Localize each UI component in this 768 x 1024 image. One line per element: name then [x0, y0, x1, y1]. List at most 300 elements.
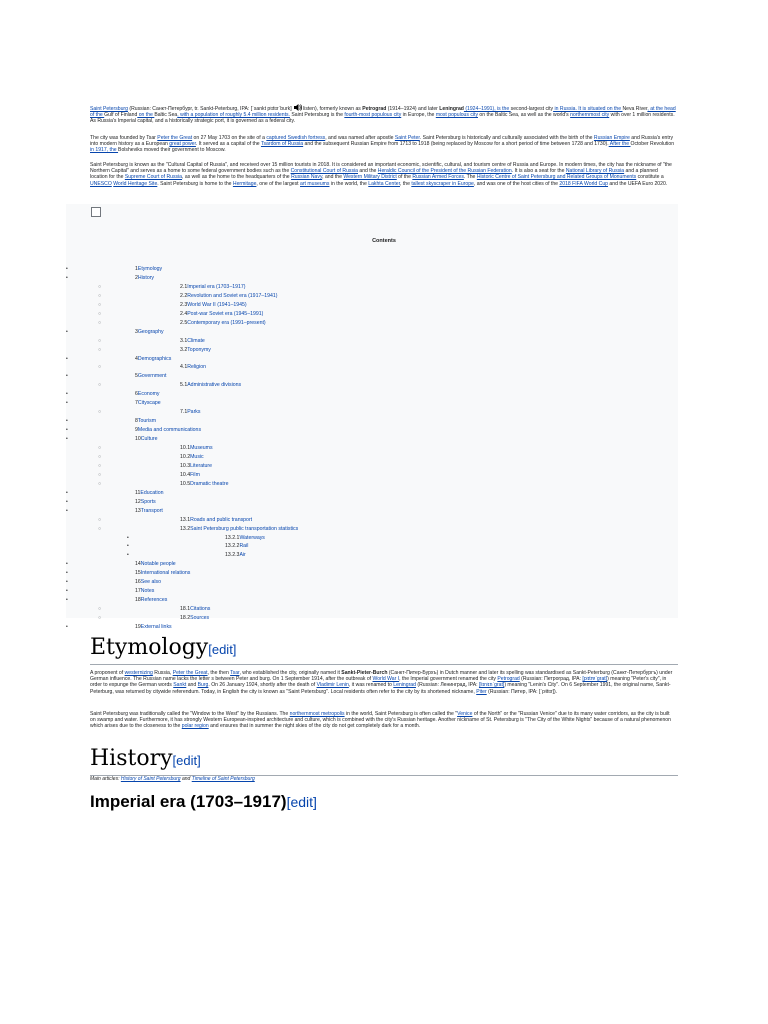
text-run: of the North" or the "Russian Venice" due to its many water corridors, as the city is built on swamp and water. Furthermore, it has strongly Western European-inspired architecture and culture, which is combined with the city's Russian heritage. Another nickname of St. Petersburg is "The City of the White Nights" because of a natural phenomenon which arises due to the closeness to the [90, 711, 671, 730]
toc-item-number: 12 [135, 498, 141, 505]
toc-item-text: Geography [137, 328, 164, 335]
toc-item[interactable] [180, 364, 206, 370]
toc-item-text: Air [239, 552, 246, 559]
toc-item-text: Revolution and Soviet era (1917–1941) [187, 292, 278, 299]
toc-item-text: Economy [137, 391, 160, 398]
toc-bullet: • [66, 507, 68, 514]
text-run: , it is governed as a [223, 118, 270, 125]
toc-item[interactable] [135, 356, 171, 362]
text-run: listen [303, 106, 315, 112]
inline-link[interactable]: most populous city [435, 112, 478, 119]
toc-item-number: 13.2.3 [225, 552, 240, 559]
inline-link[interactable]: in 1917, the [90, 147, 119, 154]
toc-item-number: 19 [135, 624, 141, 630]
text-run: Saint Petersburg is the [289, 112, 345, 119]
inline-link[interactable]: Vladimir Lenin [316, 682, 349, 689]
toc-bullet: ○ [98, 606, 102, 613]
toc-item-text: Transport [140, 507, 163, 514]
text-run: on the Baltic Sea, as well as the world's [478, 112, 571, 119]
text-run: . The [463, 174, 477, 181]
inline-link[interactable]: captured Swedish fortress [266, 135, 326, 141]
toc-item-number: 2.1 [180, 283, 188, 290]
inline-link[interactable]: tallest skyscraper in Europe [411, 180, 474, 187]
text-run: ) meaning "Peter's city", in order to expunge the German words [90, 676, 667, 689]
text-run: (Russian: Ленинград, IPA: [415, 682, 479, 689]
toc-item-number: 2.3 [180, 301, 188, 308]
imperial-era-heading-text: Imperial era (1703–1917) [90, 792, 287, 811]
text-run: (Санкт-Питер-Бурхъ) in Dutch manner and later its spelling was standardised as Sankt-Peterburg (Санкт-Петербургъ) under German influence. The Russian name lacks the letter s between Peter and burg. On 1 September 1914, after the outbreak of [90, 670, 673, 683]
text-run: . It served as a capital of the [195, 141, 261, 148]
text-run: in the world, the [329, 180, 369, 187]
text-run: October Revolution [630, 141, 675, 148]
toc-bullet: ○ [98, 364, 102, 371]
toc-bullet: • [66, 570, 68, 577]
toc-item-number: 9 [135, 427, 138, 434]
toc-bullet: ○ [98, 301, 102, 308]
toc-item[interactable] [135, 579, 161, 585]
toc-bullet: • [66, 561, 68, 568]
main-articles-label: Main articles: [90, 776, 121, 782]
toc-bullet: • [66, 597, 68, 604]
toc-item[interactable] [135, 329, 164, 335]
text-run: , and the [322, 174, 344, 181]
text-run: and a planned location for the [90, 168, 658, 181]
toc-bullet: ○ [98, 445, 102, 451]
text-run: [ˈsankt pʲɪtʲɪrˈburk] [250, 106, 292, 112]
inline-link[interactable]: , at the head of the [90, 106, 676, 119]
text-run: Bolsheviks [118, 147, 143, 154]
inline-link[interactable]: UNESCO [90, 180, 112, 187]
inline-link[interactable]: Saint Petersburg [90, 106, 128, 112]
text-run: , and was one of the host cities of the [473, 180, 560, 187]
toc-item-text: External links [140, 624, 172, 630]
etymology-paragraph-2 [90, 711, 676, 730]
toc-item[interactable] [135, 588, 154, 594]
toc-title: Contents [372, 238, 396, 244]
toc-bullet: ○ [98, 480, 102, 487]
toc-bullet: • [127, 543, 129, 550]
timeline-link[interactable]: Timeline of Saint Petersburg [191, 776, 255, 782]
toc-bullet: ○ [98, 310, 102, 317]
toc-item-text: Literature [190, 462, 213, 469]
inline-link[interactable]: Leningrad [393, 682, 416, 689]
toc-item-number: 5.1 [180, 382, 188, 389]
text-run: , the Imperial government renamed the city [399, 676, 498, 683]
toc-item-text: Notes [140, 588, 155, 595]
inline-link[interactable]: Piter [476, 688, 487, 695]
toc-bullet: ○ [98, 382, 102, 389]
text-run: UEFA Euro 2020 [627, 180, 666, 187]
toc-item-number: 7 [135, 400, 138, 407]
toc-bullet: • [66, 266, 68, 272]
toc-item-number: 11 [135, 489, 141, 496]
toc-bullet: ○ [98, 462, 102, 469]
toc-item-text: Demographics [137, 355, 172, 362]
text-run: constitute a [636, 174, 664, 181]
toc-item-number: 15 [135, 570, 141, 577]
text-run: . [665, 180, 668, 187]
toc-item-text: References [140, 597, 168, 604]
toc-item[interactable] [135, 266, 162, 272]
toc-item-text: Media and communications [137, 427, 202, 434]
toc-item-number: 10 [135, 436, 141, 443]
toc-bullet: • [66, 436, 68, 443]
inline-link[interactable]: northernmost city [570, 112, 610, 119]
text-run: (1914–1924) and later [386, 106, 440, 112]
inline-link[interactable]: , with a population of roughly 5.4 million residents. [177, 112, 290, 119]
toc-bullet: • [66, 427, 68, 434]
text-run: and [186, 682, 198, 689]
inline-link[interactable]: Russian Empire [593, 135, 630, 141]
toc-item[interactable] [135, 508, 163, 514]
text-run: ). [554, 688, 558, 695]
text-run: and the [608, 180, 628, 187]
toc-item-text: Administrative divisions [187, 382, 242, 389]
inline-link[interactable]: Peter the Great [157, 135, 193, 141]
toc-item-text: Post-war Soviet era (1945–1991) [187, 310, 264, 317]
imperial-era-edit-link[interactable]: [edit] [286, 794, 317, 810]
text-run: Neva River [622, 106, 648, 112]
toc-item-text: See also [140, 579, 161, 586]
toc-item[interactable] [135, 499, 156, 505]
toc-bullet: • [66, 489, 68, 496]
toc-item-number: 3 [135, 328, 138, 335]
text-run: . Saint Petersburg is historically and culturally associated with the birth of the [419, 135, 594, 141]
toc-item[interactable] [135, 400, 161, 406]
inline-link[interactable]: on the [137, 112, 155, 119]
toc-item-text: Culture [140, 436, 158, 443]
toc-item[interactable] [180, 481, 228, 487]
history-main-articles [90, 776, 255, 782]
text-run: , the [399, 180, 412, 187]
toc-item[interactable] [180, 454, 204, 460]
inline-link[interactable]: Sankt [173, 682, 187, 689]
text-run: in Europe, the [401, 112, 436, 119]
inline-link[interactable]: Tsardom of Russia [260, 141, 304, 148]
toc-item-number: 10.1 [180, 445, 191, 451]
toc-item-number: 14 [135, 561, 141, 568]
toc-bullet: • [66, 373, 68, 380]
text-run: Baltic Sea [154, 112, 178, 119]
text-run: ), formerly known as [314, 106, 363, 112]
text-run: Saint Petersburg is known as the "Cultural Capital of Russia", [90, 162, 229, 168]
inline-link[interactable]: in Russia. It is situated on the [553, 106, 623, 112]
toc-item-number: 18.1 [180, 606, 191, 613]
toc-item[interactable] [180, 338, 205, 344]
toc-item-text: Imperial era (1703–1917) [187, 283, 246, 290]
toc-toggle-checkbox[interactable] [91, 207, 101, 217]
toc-bullet: • [66, 579, 68, 586]
toc-item-text: Waterways [239, 534, 265, 541]
inline-link[interactable]: Russian Navy [291, 174, 323, 181]
toc-item-number: 2.5 [180, 319, 188, 326]
history-link[interactable]: History of Saint Petersburg [120, 776, 181, 782]
text-run: Leningrad [439, 106, 464, 112]
text-run: Petrograd [362, 106, 387, 112]
toc-bullet: • [127, 552, 129, 559]
toc-item[interactable] [180, 472, 200, 478]
text-run: , who established the city, originally named it [239, 670, 342, 676]
text-run: . [293, 118, 296, 125]
toc-item-number: 3.2 [180, 346, 188, 353]
toc-item[interactable] [180, 526, 298, 532]
text-run: historically strategic port [169, 118, 224, 125]
toc-item-number: 10.5 [180, 480, 191, 487]
imperial-era-heading [90, 792, 317, 812]
toc-bullet: • [66, 274, 68, 281]
toc-item[interactable] [135, 427, 201, 433]
toc-bullet: ○ [98, 283, 102, 290]
toc-item-text: Notable people [140, 561, 176, 568]
inline-link[interactable]: Western Military District [343, 174, 397, 181]
toc-item[interactable] [225, 535, 265, 541]
text-run: It is considered an important economic, scientific, cultural, and tourism centre of Russia and Europe. In modern times, the city has the nickname of "the Northern Capital" and serves as a home to some federal government bodies such as the [90, 162, 672, 175]
toc-item-text: Religion [187, 364, 206, 371]
toc-item[interactable] [180, 293, 278, 299]
toc-item-number: 2.2 [180, 292, 188, 299]
toc-item-number: 7.1 [180, 409, 188, 416]
text-run: moved their government to Moscow. [142, 147, 226, 154]
toc-bullet: ○ [98, 409, 102, 416]
text-run: Saint Petersburg was traditionally called the "Window to the West" by the Russians. The [90, 711, 290, 717]
toc-bullet: • [66, 355, 68, 362]
inline-link[interactable]: 2018 FIFA World Cup [559, 180, 609, 187]
inline-link[interactable]: World War I [372, 676, 400, 683]
speaker-icon[interactable] [293, 103, 303, 112]
inline-link[interactable]: World Heritage Site [113, 180, 158, 187]
toc-item[interactable] [180, 311, 263, 317]
text-run: tr. [194, 106, 199, 112]
toc-item[interactable] [225, 552, 246, 558]
history-heading-text: History [90, 746, 173, 771]
toc-item-text: Saint Petersburg public transportation statistics [190, 525, 299, 532]
toc-bullet: • [66, 418, 68, 425]
toc-item[interactable] [225, 543, 248, 549]
inline-link[interactable]: Hermitage [232, 180, 257, 187]
toc-bullet: ○ [98, 471, 102, 478]
inline-link[interactable]: polar region [181, 723, 209, 730]
toc-item-text: Toponymy [187, 346, 211, 353]
toc-item-text: Contemporary era (1991–present) [187, 319, 266, 326]
toc-item-number: 10.4 [180, 471, 191, 478]
inline-link[interactable]: great power [169, 141, 196, 148]
text-run: and the [357, 168, 378, 175]
toc-item-text: Museums [190, 445, 213, 451]
toc-item-text: International relations [140, 570, 191, 577]
inline-link[interactable]: Tsar [230, 670, 240, 676]
toc-item-number: 5 [135, 373, 138, 380]
inline-link[interactable]: Saint Peter [394, 135, 420, 141]
intro-paragraph-3 [90, 162, 676, 187]
text-run: Gulf of Finland [104, 112, 138, 119]
text-run: The city was founded by Tsar [90, 135, 158, 141]
toc-item[interactable] [180, 284, 245, 290]
toc-item-text: Sources [190, 615, 210, 622]
inline-link[interactable]: fourth-most populous city [344, 112, 402, 119]
history-heading [90, 747, 678, 776]
toc-bullet: ○ [98, 525, 102, 532]
text-run: , it was renamed to [348, 682, 394, 689]
text-run: second-largest city [510, 106, 554, 112]
toc-item-number: 17 [135, 588, 141, 595]
inline-link[interactable]: Peter the Great [172, 670, 208, 676]
inline-link[interactable]: Venice [457, 711, 473, 717]
toc-item-number: 8 [135, 418, 138, 425]
toc-item[interactable] [180, 302, 247, 308]
toc-item[interactable] [180, 615, 209, 621]
toc-item-text: Roads and public transport [190, 516, 253, 523]
text-run: ) meaning "Lenin's City". On 6 September 1991, the original name, Sankt-Peterburg, was returned by citywide referendum. Today, in English the city is known as "Saint Petersburg". Local residents often refer to the city by its shortened nickname, [90, 682, 671, 695]
text-run: with over 1 million residents. As Russia's Imperial capital, and a [90, 112, 675, 125]
inline-link[interactable]: northernmost metropolis [289, 711, 345, 717]
text-run: . It is also a seat for the [511, 168, 566, 175]
text-run: (Russian: Петроград, IPA: [519, 676, 583, 683]
toc-item[interactable] [135, 436, 158, 442]
toc-item-text: Film [190, 471, 200, 478]
toc-bullet: ○ [98, 453, 102, 460]
inline-link[interactable]: Russian Armed Forces [412, 174, 464, 181]
inline-link[interactable]: [pʲɪtrɐˈgrat] [582, 676, 608, 683]
toc-item-text: Music [190, 453, 204, 460]
inline-link[interactable]: Historic Centre of Saint Petersburg and Related Groups of Monuments [476, 174, 637, 181]
toc-item-number: 18 [135, 597, 141, 604]
toc-item[interactable] [135, 418, 156, 424]
toc-bullet: • [127, 534, 129, 541]
toc-bullet: • [66, 391, 68, 398]
inline-link[interactable]: westernizing [124, 670, 153, 676]
toc-item-text: World War II (1941–1945) [187, 301, 247, 308]
history-edit-link[interactable]: [edit] [172, 753, 201, 768]
toc-item-number: 13.2.1 [225, 534, 240, 541]
text-run: , as well as the home to the headquarters of the [182, 174, 292, 181]
intro-paragraph-1 [90, 103, 676, 125]
toc-item[interactable] [180, 382, 241, 388]
etymology-paragraph-1 [90, 670, 676, 695]
toc-item-number: 2 [135, 274, 138, 281]
toc-bullet: ○ [98, 516, 102, 523]
toc-item[interactable] [180, 445, 213, 451]
text-run: and ensures that in summer the night skies of the city do not get completely dark for a month. [208, 723, 421, 730]
toc-item-text: Education [140, 489, 164, 496]
text-run: and Russia's entry into modern history as a European [90, 135, 674, 148]
toc-item-number: 10.3 [180, 462, 191, 469]
toc-item[interactable] [135, 624, 172, 630]
inline-link[interactable]: After the [608, 141, 631, 148]
text-run: of the [396, 174, 413, 181]
toc-item[interactable] [135, 490, 163, 496]
toc-item-number: 13.2 [180, 525, 191, 532]
toc-item-text: Parks [187, 409, 201, 416]
toc-item[interactable] [180, 517, 252, 523]
toc-bullet: • [66, 400, 68, 407]
toc-item-number: 13.2.2 [225, 543, 240, 550]
text-run: and the subsequent Russian Empire from 1713 to 1918 (being replaced by Moscow for a short period of time between 1728 and 1730). [303, 141, 609, 148]
toc-item-number: 13 [135, 507, 141, 514]
inline-link[interactable]: National Library of Russia [565, 168, 625, 175]
inline-link[interactable]: Lakhta Center [368, 180, 400, 187]
main-articles-and: and [180, 776, 192, 782]
toc-item-number: 1 [135, 266, 138, 272]
toc-item[interactable] [180, 347, 211, 353]
toc-item-text: Climate [187, 337, 205, 344]
etymology-heading-text: Etymology [90, 635, 209, 660]
etymology-edit-link[interactable]: [edit] [208, 642, 237, 657]
toc-item[interactable] [135, 597, 167, 603]
text-run: , the then [207, 670, 231, 676]
toc-item-text: Citations [190, 606, 211, 613]
toc-item[interactable] [135, 391, 160, 397]
toc-item[interactable] [180, 409, 200, 415]
toc-item-number: 4.1 [180, 364, 188, 371]
toc-item-number: 4 [135, 355, 138, 362]
toc-item[interactable] [135, 570, 190, 576]
toc-item-number: 16 [135, 579, 141, 586]
toc-bullet: • [66, 588, 68, 595]
text-run: , one of the largest [256, 180, 301, 187]
toc-item-text: Sports [140, 498, 156, 505]
toc-item-text: Rail [239, 543, 249, 550]
text-run: Sankt-Peterburg, IPA: [198, 106, 251, 112]
text-run: (Russian: Питер, IPA: [486, 688, 539, 695]
toc-item-number: 3.1 [180, 337, 188, 344]
inline-link[interactable]: Supreme Court of Russia [124, 174, 183, 181]
inline-link[interactable]: Heraldic Council of the President of the Russian Federation [377, 168, 512, 175]
inline-link[interactable]: [lʲɪnʲɪnˈgrat] [478, 682, 505, 689]
toc-item[interactable] [135, 373, 166, 379]
toc-item-text: Dramatic theatre [190, 480, 229, 487]
toc-item-number: 10.2 [180, 453, 191, 460]
toc-bullet: • [66, 328, 68, 335]
text-run: Sankt-Pieter-Burch [341, 670, 388, 676]
toc-item[interactable] [135, 275, 154, 281]
inline-link[interactable]: art museums [300, 180, 330, 187]
toc-item[interactable] [180, 606, 210, 612]
toc-bullet: ○ [98, 319, 102, 326]
toc-item[interactable] [180, 320, 266, 326]
toc-item-text: Etymology [137, 266, 163, 272]
text-run: in the world, Saint Petersburg is often called the " [344, 711, 458, 717]
text-run: and received over 15 million tourists in 2018. [228, 162, 331, 168]
text-run: . Saint Petersburg is home to the [157, 180, 233, 187]
toc-item-number: 13.1 [180, 516, 191, 523]
toc-item-text: History [137, 274, 155, 281]
toc-item[interactable] [135, 561, 176, 567]
toc-item-number: 6 [135, 391, 138, 398]
text-run: (Russian: Санкт-Петербург, [127, 106, 195, 112]
toc-bullet: ○ [98, 292, 102, 299]
toc-item-number: 18.2 [180, 615, 191, 622]
toc-bullet: ○ [98, 346, 102, 353]
text-run: , and was named after apostle [325, 135, 395, 141]
toc-item[interactable] [180, 463, 212, 469]
etymology-heading [90, 636, 678, 665]
inline-link[interactable]: Constitutional Court of Russia [290, 168, 358, 175]
toc-bullet: ○ [98, 615, 102, 622]
text-run: A proponent of [90, 670, 125, 676]
toc-item-text: Government [137, 373, 167, 380]
inline-link[interactable]: Burg [197, 682, 209, 689]
text-run: . On 26 January 1924, shortly after the death of [208, 682, 317, 689]
toc-item-text: Tourism [137, 418, 157, 425]
text-run: [ˈpʲitʲɪr] [539, 688, 555, 695]
inline-link[interactable]: Petrograd [497, 676, 520, 683]
toc-bullet: ○ [98, 337, 102, 344]
toc-bullet: • [66, 498, 68, 505]
toc-item-text: Cityscape [137, 400, 161, 407]
inline-link[interactable]: (1924–1991), is the [463, 106, 511, 112]
intro-paragraph-2 [90, 135, 676, 154]
text-run: federal city [269, 118, 294, 125]
